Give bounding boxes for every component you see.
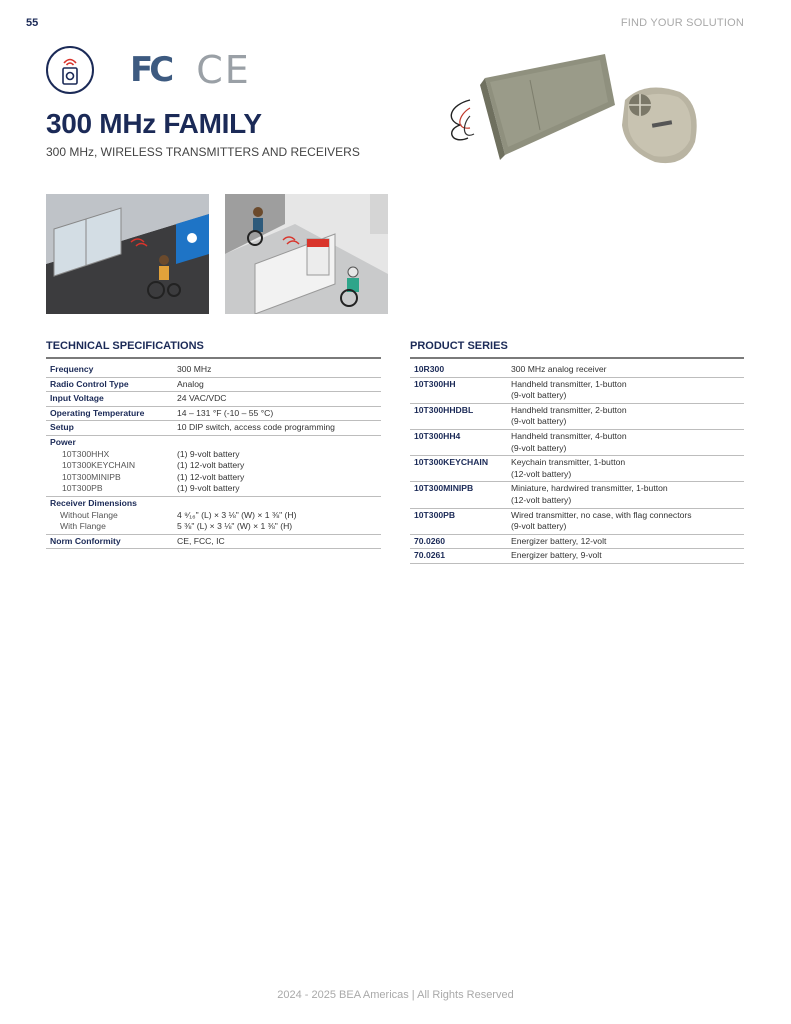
product-description: Handheld transmitter, 1-button bbox=[511, 378, 627, 389]
scene-corridor-illustration bbox=[225, 194, 388, 314]
table-row bbox=[46, 363, 381, 377]
table-row bbox=[410, 482, 744, 508]
product-note: (9-volt battery) bbox=[511, 416, 567, 427]
spec-label: Input Voltage bbox=[46, 392, 173, 407]
dimension-variant: Without Flange bbox=[60, 509, 118, 520]
product-description: Energizer battery, 9-volt bbox=[511, 550, 602, 561]
table-row bbox=[410, 549, 744, 564]
product-code: 10R300 bbox=[410, 363, 507, 377]
dimension-value: 4 ⁹⁄₁₆" (L) × 3 ⅛" (W) × 1 ⅜" (H) bbox=[177, 509, 297, 520]
power-value: (1) 12-volt battery bbox=[177, 471, 245, 482]
table-row bbox=[46, 377, 381, 392]
product-description: Miniature, hardwired transmitter, 1-button bbox=[511, 483, 668, 494]
product-description: Energizer battery, 12-volt bbox=[511, 535, 607, 546]
dimension-variant: With Flange bbox=[60, 521, 106, 532]
spec-label: Norm Conformity bbox=[46, 534, 173, 549]
table-row bbox=[46, 406, 381, 421]
product-description: Handheld transmitter, 4-button bbox=[511, 430, 627, 441]
technical-specifications-heading: TECHNICAL SPECIFICATIONS bbox=[46, 340, 204, 352]
section-label: FIND YOUR SOLUTION bbox=[620, 17, 744, 29]
table-row bbox=[410, 363, 744, 377]
product-description: Keychain transmitter, 1-button bbox=[511, 457, 626, 468]
product-code: 70.0260 bbox=[410, 534, 507, 549]
table-row bbox=[410, 534, 744, 549]
table-row-power bbox=[46, 435, 381, 496]
footer-copyright: 2024 - 2025 BEA Americas | All Rights Reserved bbox=[277, 989, 514, 1001]
product-code: 10T300KEYCHAIN bbox=[410, 456, 507, 482]
technical-specifications-table bbox=[46, 363, 381, 549]
ce-logo: CE bbox=[196, 48, 251, 92]
table-row bbox=[46, 392, 381, 407]
table-row-dimensions bbox=[46, 496, 381, 534]
power-model: 10T300HHX bbox=[62, 448, 110, 459]
product-note: (9-volt battery) bbox=[511, 521, 567, 532]
product-note: (12-volt battery) bbox=[511, 468, 572, 479]
spec-label: Receiver Dimensions bbox=[50, 497, 137, 508]
power-value: (1) 9-volt battery bbox=[177, 448, 240, 459]
product-description: Handheld transmitter, 2-button bbox=[511, 404, 627, 415]
table-row bbox=[46, 534, 381, 549]
spec-value: 300 MHz bbox=[173, 363, 381, 377]
product-note: (12-volt battery) bbox=[511, 494, 572, 505]
page-title: 300 MHz FAMILY bbox=[46, 108, 262, 139]
spec-value: Analog bbox=[173, 377, 381, 392]
product-photo bbox=[440, 50, 710, 175]
product-code: 10T300HH4 bbox=[410, 429, 507, 455]
table-row bbox=[410, 429, 744, 455]
spec-label: Power bbox=[50, 436, 76, 447]
spec-label: Frequency bbox=[46, 363, 173, 377]
page-number: 55 bbox=[26, 17, 39, 29]
spec-label: Radio Control Type bbox=[46, 377, 173, 392]
power-value: (1) 12-volt battery bbox=[177, 460, 245, 471]
product-note: (9-volt battery) bbox=[511, 442, 567, 453]
table-row bbox=[410, 508, 744, 534]
certification-badges bbox=[46, 46, 251, 94]
spec-value: 24 VAC/VDC bbox=[173, 392, 381, 407]
product-code: 10T300HHDBL bbox=[410, 403, 507, 429]
scene-sliding-door-illustration bbox=[46, 194, 209, 314]
spec-label: Operating Temperature bbox=[46, 406, 173, 421]
wireless-switch-icon bbox=[46, 46, 94, 94]
power-model: 10T300PB bbox=[62, 483, 103, 494]
power-model: 10T300KEYCHAIN bbox=[62, 460, 136, 471]
divider bbox=[410, 357, 744, 359]
fcc-logo: FC bbox=[130, 50, 171, 90]
power-model: 10T300MINIPB bbox=[62, 471, 121, 482]
spec-value: 14 – 131 °F (-10 – 55 °C) bbox=[173, 406, 381, 421]
table-row bbox=[410, 456, 744, 482]
product-note: (9-volt battery) bbox=[511, 390, 567, 401]
dimension-value: 5 ⅜" (L) × 3 ⅛" (W) × 1 ⅜" (H) bbox=[177, 521, 293, 532]
table-row bbox=[410, 403, 744, 429]
product-code: 10T300PB bbox=[410, 508, 507, 534]
divider bbox=[46, 357, 381, 359]
spec-value: CE, FCC, IC bbox=[173, 534, 381, 549]
table-row bbox=[46, 421, 381, 436]
product-description: 300 MHz analog receiver bbox=[511, 364, 607, 374]
spec-value: 10 DIP switch, access code programming bbox=[173, 421, 381, 436]
table-row bbox=[410, 377, 744, 403]
product-series-heading: PRODUCT SERIES bbox=[410, 340, 508, 352]
product-code: 70.0261 bbox=[410, 549, 507, 564]
product-code: 10T300MINIPB bbox=[410, 482, 507, 508]
product-series-table bbox=[410, 363, 744, 564]
page-subtitle: 300 MHz, WIRELESS TRANSMITTERS AND RECEIVERS bbox=[46, 145, 360, 159]
spec-label: Setup bbox=[46, 421, 173, 436]
product-description: Wired transmitter, no case, with flag connectors bbox=[511, 509, 692, 520]
product-code: 10T300HH bbox=[410, 377, 507, 403]
power-value: (1) 9-volt battery bbox=[177, 483, 240, 494]
